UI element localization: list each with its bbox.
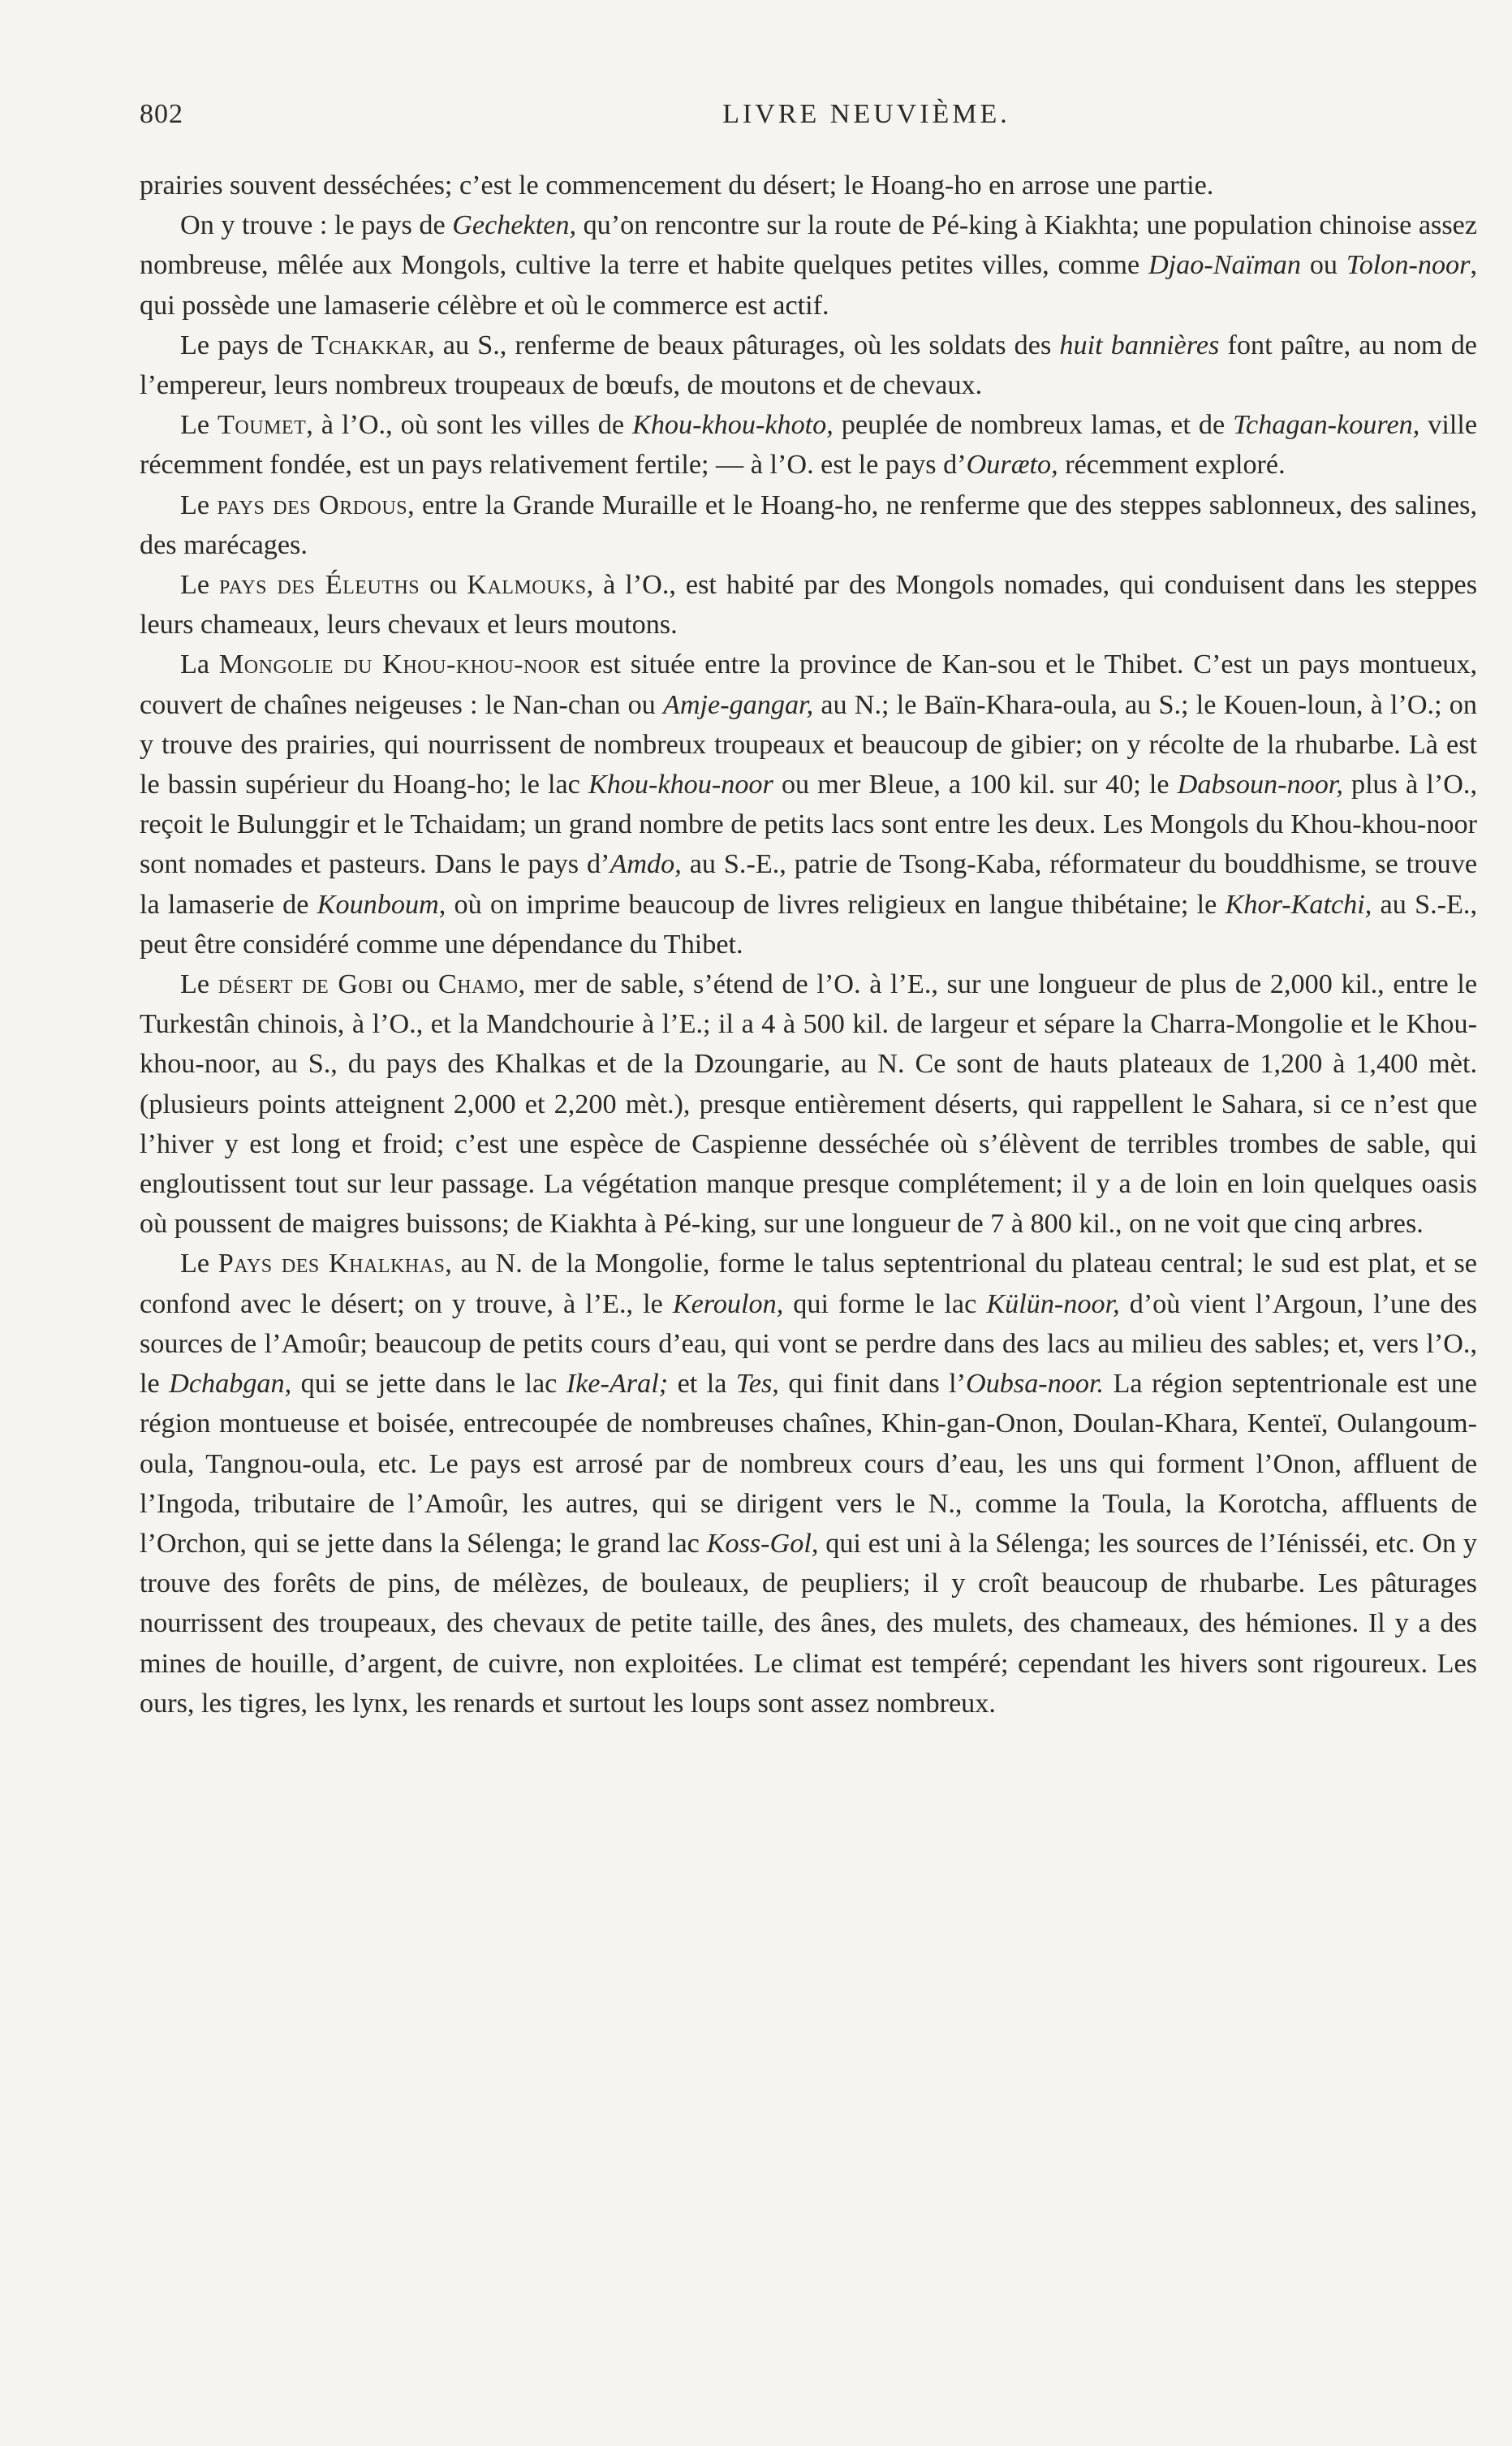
text-segment: font paître, au nom de l’empereur, leurs nombreux troupeaux de bœufs, de moutons et de chevaux. xyxy=(140,330,1477,401)
text-segment: , au S., renferme de beaux pâturages, où les soldats des xyxy=(428,330,1060,360)
text-segment: est située entre la province de Kan-sou et le Thibet. C’est un pays montueux, couvert de chaînes neigeuses : le Nan-chan ou xyxy=(140,649,1477,720)
term-italic: huit bannières xyxy=(1059,330,1220,360)
place-name-italic: Külün-noor, xyxy=(986,1288,1120,1319)
text-segment: , qui possède une lamaserie célèbre et où le commerce est actif. xyxy=(140,250,1477,321)
running-title: LIVRE NEUVIÈME. xyxy=(722,99,1010,129)
text-segment: ou xyxy=(1300,250,1346,281)
text-segment: ou xyxy=(393,969,438,1000)
body-text xyxy=(140,166,1477,1723)
text-segment: Le xyxy=(180,410,218,441)
paragraph-ordous xyxy=(140,485,1477,565)
paragraph-continuation xyxy=(140,166,1477,205)
place-name-italic: Khor-Katchi, xyxy=(1225,889,1372,920)
page-header xyxy=(140,99,1463,140)
place-name-italic: Djao-Naïman xyxy=(1148,250,1301,281)
place-name-italic: Dabsoun-noor, xyxy=(1177,770,1343,800)
place-name-italic: Khou-khou-khoto, xyxy=(632,410,834,441)
region-name-smallcaps: Kalmouks xyxy=(467,570,587,601)
paragraph-gechekten xyxy=(140,205,1477,326)
place-name-italic: Tolon-noor xyxy=(1346,250,1471,281)
text-segment: On y trouve : le pays de xyxy=(180,210,453,241)
text-segment: au S.-E., peut être considéré comme une dépendance du Thibet. xyxy=(140,889,1477,960)
region-name-smallcaps: pays des Éleuths xyxy=(219,570,420,601)
text-segment: récemment exploré. xyxy=(1058,450,1286,481)
region-name-smallcaps: Tchakkar xyxy=(311,330,429,360)
region-name-smallcaps: désert de Gobi xyxy=(218,969,394,1000)
place-name-italic: Khou-khou-noor xyxy=(588,770,773,800)
place-name-italic: Tchagan-kouren, xyxy=(1233,410,1420,441)
text-segment: , à l’O., est habité par des Mongols nomades, qui conduisent dans les steppes leurs chameaux, leurs chevaux et leurs moutons. xyxy=(140,570,1478,641)
text-segment: Le xyxy=(180,1249,218,1279)
text-segment: Le pays de xyxy=(180,330,312,360)
text-segment: ville récemment fondée, est un pays relativement fertile; — à l’O. est le pays d’ xyxy=(140,410,1478,481)
region-name-smallcaps: Pays des Khalkhas xyxy=(218,1249,446,1279)
place-name-italic: Kounboum xyxy=(317,889,439,920)
paragraph-eleuths xyxy=(140,565,1477,645)
place-name-italic: Amje-gangar, xyxy=(662,689,814,720)
text-segment: au N.; le Baïn-Khara-oula, au S.; le Kouen-loun, à l’O.; on y trouve des prairies, qui nourrissent de nombreux troupeaux et beaucoup de gibier; on y récolte de la rhubarbe. Là est le bassin supérieur du Hoang-ho; le lac xyxy=(140,689,1477,800)
text-segment: La région septentrionale est une région montueuse et boisée, entrecoupée de nombreuses chaînes, Khin-gan-Onon, Doulan-Khara, Kenteï, Oulangoum-oula, Tangnou-oula, etc. Le pays est arrosé par de nombreux cours d’eau, les uns qui forment l’Onon, affluent de l’Ingoda, tributaire de l’Amoûr, les autres, qui se dirigent vers le N., comme la Toula, la Korotcha, affluents de l’Orchon, qui se jette dans la Sélenga; le grand lac xyxy=(140,1369,1477,1559)
place-name-italic: Tes, xyxy=(735,1369,779,1400)
text-segment: plus à l’O., reçoit le Bulunggir et le Tchaidam; un grand nombre de petits lacs sont entre les deux. Les Mongols du Khou-khou-noor sont nomades et pasteurs. Dans le pays d’ xyxy=(140,770,1477,880)
region-name-smallcaps: Toumet xyxy=(218,410,307,441)
text-segment: , mer de sable, s’étend de l’O. à l’E., sur une longueur de plus de 2,000 kil., entre le Turkestân chinois, à l’O., et la Mandchourie à l’E.; il a 4 à 500 kil. de largeur et sépare la Charra-Mongolie et le Khou-khou-noor, au S., du pays des Khalkas et de la Dzoungarie, au N. Ce sont de hauts plateaux de 1,200 à 1,400 mèt. (plusieurs points atteignent 2,000 et 2,200 mèt.), presque entièrement déserts, qui rappellent le Sahara, si ce n’est que l’hiver y est long et froid; c’est une espèce de Caspienne desséchée où s’élèvent de terribles trombes de sable, qui engloutissent tout sur leur passage. La végétation manque presque complétement; il y a de loin en loin quelques oasis où poussent de maigres buissons; de Kiakhta à Pé-king, sur une longueur de 7 à 800 kil., on ne voit que cinq arbres. xyxy=(140,969,1478,1240)
paragraph-khalkhas xyxy=(140,1244,1477,1723)
text-segment: prairies souvent desséchées; c’est le commencement du désert; le Hoang-ho en arrose une partie. xyxy=(140,170,1214,201)
region-name-smallcaps: Mongolie du Khou-khou-noor xyxy=(218,649,581,680)
page-number: 802 xyxy=(140,99,183,129)
text-segment: , au N. de la Mongolie, forme le talus septentrional du plateau central; le sud est plat, et se confond avec le désert; on y trouve, à l’E., le xyxy=(140,1249,1477,1319)
text-segment: ou xyxy=(420,570,467,601)
text-segment: Le xyxy=(180,570,220,601)
paragraph-khou-khou-noor xyxy=(140,645,1477,964)
text-segment: La xyxy=(180,649,219,680)
text-segment: qui est uni à la Sélenga; les sources de l’Iénisséi, etc. On y trouve des forêts de pins, de mélèzes, de bouleaux, de peupliers; il y croît beaucoup de rhubarbe. Les pâturages nourrissent des troupeaux, des chevaux de petite taille, des ânes, des mulets, des chameaux, des hémiones. Il y a des mines de houille, d’argent, de cuivre, non exploitées. Le climat est tempéré; cependant les hivers sont rigoureux. Les ours, les tigres, les lynx, les renards et surtout les loups sont assez nombreux. xyxy=(140,1528,1477,1719)
text-segment: qui se jette dans le lac xyxy=(291,1369,566,1400)
place-name-italic: Dchabgan, xyxy=(169,1369,292,1400)
text-segment: qui finit dans l’ xyxy=(778,1369,967,1400)
text-segment: peuplée de nombreux lamas, et de xyxy=(833,410,1234,441)
text-segment: d’où vient l’Argoun, l’une des sources de l’Amoûr; beaucoup de petits cours d’eau, qui vont se perdre dans des lacs au milieu des sables; et, vers l’O., le xyxy=(140,1288,1477,1400)
paragraph-tchakkar xyxy=(140,326,1477,405)
place-name-italic: Gechekten, xyxy=(452,210,577,241)
place-name-italic: Ouræto, xyxy=(966,450,1058,481)
place-name-italic: Ike-Aral; xyxy=(566,1369,669,1400)
text-segment: , où on imprime beaucoup de livres religieux en langue thibétaine; le xyxy=(438,889,1226,920)
text-segment: , entre la Grande Muraille et le Hoang-ho, ne renferme que des steppes sablonneux, des salines, des marécages. xyxy=(140,490,1477,560)
text-segment: ou mer Bleue, a 100 kil. sur 40; le xyxy=(773,770,1178,800)
text-segment: et la xyxy=(668,1369,736,1400)
text-segment: au S.-E., patrie de Tsong-Kaba, réformateur du bouddhisme, se trouve la lamaserie de xyxy=(140,849,1477,920)
text-segment: , à l’O., où sont les villes de xyxy=(306,410,633,441)
region-name-smallcaps: Chamo xyxy=(437,969,519,1000)
region-name-smallcaps: pays des Ordous xyxy=(217,490,408,520)
paragraph-toumet xyxy=(140,405,1477,485)
place-name-italic: Keroulon, xyxy=(672,1288,784,1319)
place-name-italic: Oubsa-noor. xyxy=(966,1369,1105,1400)
text-segment: qu’on rencontre sur la route de Pé-king à Kiakhta; une population chinoise assez nombreuse, mêlée aux Mongols, cultive la terre et habite quelques petites villes, comme xyxy=(140,210,1477,281)
paragraph-gobi xyxy=(140,964,1477,1244)
text-segment: Le xyxy=(180,490,218,520)
text-segment: qui forme le lac xyxy=(783,1288,987,1319)
place-name-italic: Koss-Gol, xyxy=(706,1528,819,1559)
text-segment: Le xyxy=(180,969,218,1000)
place-name-italic: Amdo, xyxy=(610,849,682,880)
